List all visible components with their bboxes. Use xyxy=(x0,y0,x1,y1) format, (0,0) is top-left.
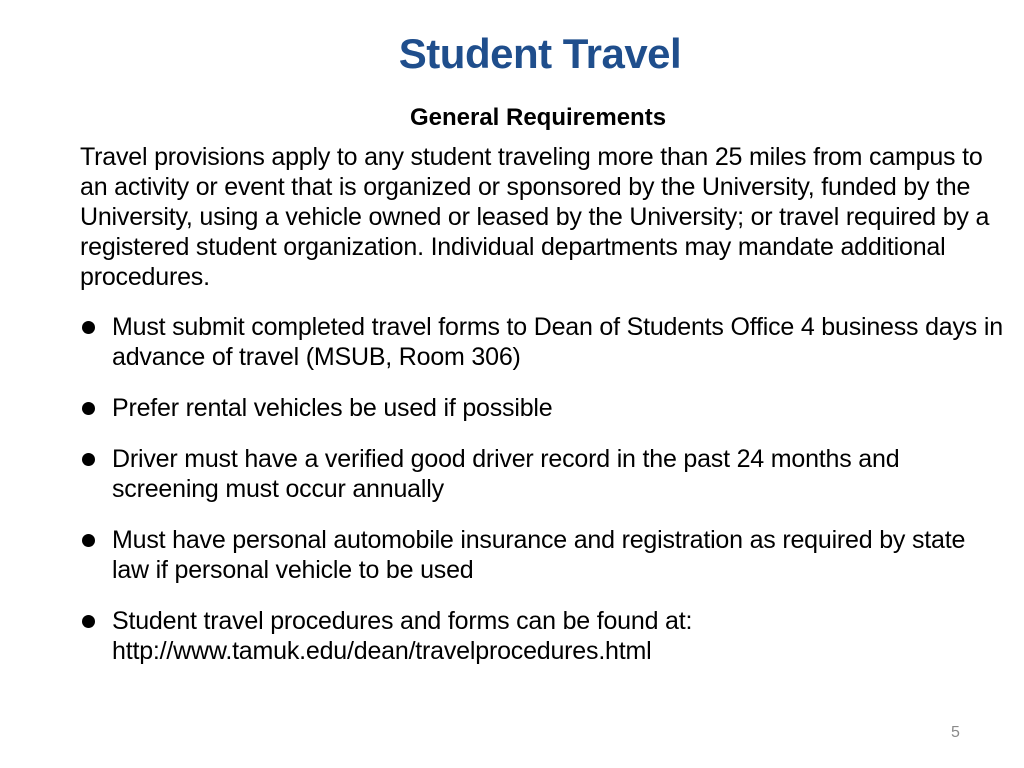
bullet-icon xyxy=(82,615,95,628)
list-item-text: Prefer rental vehicles be used if possible xyxy=(112,394,553,422)
bullet-icon xyxy=(82,402,95,415)
intro-paragraph: Travel provisions apply to any student traveling more than 25 miles from campus to an activity or event that is organized or sponsored by the University, funded by the University, using a vehicle owned or leased by the University; or travel required by a registered student organization. Individual departments may mandate additional procedures. xyxy=(80,143,990,291)
bullet-icon xyxy=(82,453,95,466)
slide-subtitle: General Requirements xyxy=(409,104,667,131)
bullet-icon xyxy=(82,534,95,547)
list-item xyxy=(80,312,1005,372)
list-item xyxy=(80,393,1005,423)
list-item xyxy=(80,525,1005,585)
list-item-text: Must submit completed travel forms to Dean of Students Office 4 business days in advance of travel (MSUB, Room 306) xyxy=(112,313,1003,371)
list-item-text: Driver must have a verified good driver record in the past 24 months and screening must occur annually xyxy=(112,445,900,503)
bullet-icon xyxy=(82,321,95,334)
requirements-list xyxy=(80,312,1005,687)
list-item xyxy=(80,606,1005,666)
list-item xyxy=(80,444,1005,504)
slide-title: Student Travel xyxy=(398,30,682,77)
list-item-text: Student travel procedures and forms can be found at: http://www.tamuk.edu/dean/travelprocedures.html xyxy=(112,607,693,665)
list-item-text: Must have personal automobile insurance and registration as required by state law if personal vehicle to be used xyxy=(112,526,966,584)
page-number: 5 xyxy=(951,724,960,741)
